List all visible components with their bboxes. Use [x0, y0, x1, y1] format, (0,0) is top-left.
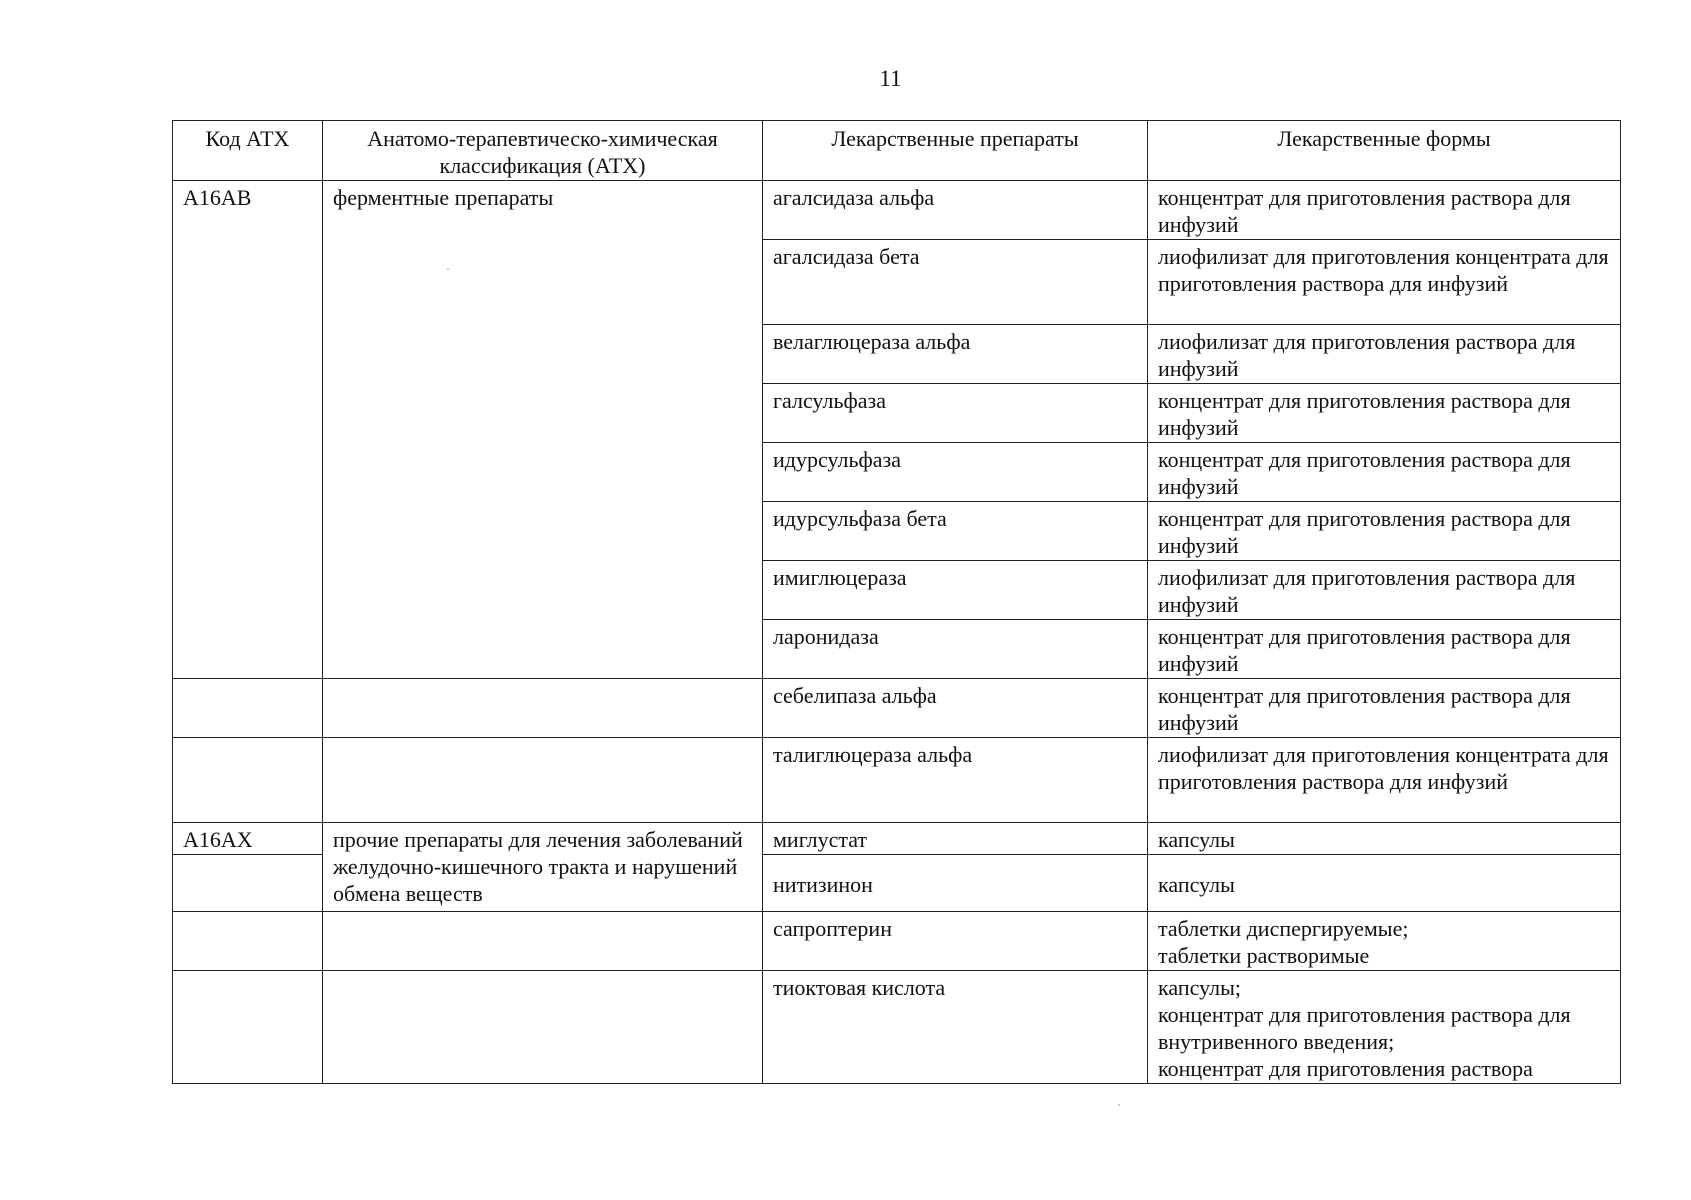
atx-code-a16ab: A16AB [173, 181, 323, 679]
table-row [173, 181, 1621, 240]
drug-name: галсульфаза [763, 384, 1148, 443]
drug-name: себелипаза альфа [763, 679, 1148, 738]
drug-name: тиоктовая кислота [763, 971, 1148, 1084]
drug-form: концентрат для приготовления раствора для инфузий [1148, 181, 1621, 240]
drug-form: концентрат для приготовления раствора для инфузий [1148, 384, 1621, 443]
form-line: таблетки растворимые [1158, 943, 1370, 968]
table-header-row [173, 121, 1621, 181]
drug-form [1148, 971, 1621, 1084]
drug-form: лиофилизат для приготовления концентрата для приготовления раствора для инфузий [1148, 240, 1621, 325]
drug-form: капсулы [1148, 823, 1621, 855]
drug-form: концентрат для приготовления раствора для инфузий [1148, 679, 1621, 738]
atx-class-a16ax: прочие препараты для лечения заболеваний желудочно-кишечного тракта и нарушений обмена веществ [323, 823, 763, 912]
drug-name: агалсидаза бета [763, 240, 1148, 325]
form-line: капсулы; [1158, 975, 1241, 1000]
scan-speck [447, 268, 449, 270]
drug-form: концентрат для приготовления раствора для инфузий [1148, 502, 1621, 561]
drug-form: лиофилизат для приготовления раствора для инфузий [1148, 561, 1621, 620]
scan-speck [1118, 1104, 1120, 1106]
table-row [173, 823, 1621, 855]
table-row [173, 679, 1621, 738]
header-drugs: Лекарственные препараты [763, 121, 1148, 181]
drug-name: имиглюцераза [763, 561, 1148, 620]
drug-form: концентрат для приготовления раствора для инфузий [1148, 443, 1621, 502]
drug-name: идурсульфаза [763, 443, 1148, 502]
empty-code-cell [173, 912, 323, 971]
empty-code-cell [173, 855, 323, 912]
empty-code-cell [173, 679, 323, 738]
drug-name: миглустат [763, 823, 1148, 855]
empty-class-cell [323, 912, 763, 971]
drug-name: ларонидаза [763, 620, 1148, 679]
atx-class-a16ab: ферментные препараты [323, 181, 763, 679]
empty-code-cell [173, 738, 323, 823]
drug-form: лиофилизат для приготовления концентрата для приготовления раствора для инфузий [1148, 738, 1621, 823]
empty-class-cell [323, 679, 763, 738]
form-line: таблетки диспергируемые; [1158, 916, 1409, 941]
header-forms: Лекарственные формы [1148, 121, 1621, 181]
drug-form: лиофилизат для приготовления раствора для инфузий [1148, 325, 1621, 384]
drug-name: нитизинон [763, 855, 1148, 912]
drug-form: концентрат для приготовления раствора для инфузий [1148, 620, 1621, 679]
empty-code-cell [173, 971, 323, 1084]
page-number: 11 [879, 66, 902, 91]
empty-class-cell [323, 971, 763, 1084]
drug-name: велаглюцераза альфа [763, 325, 1148, 384]
form-line: концентрат для приготовления раствора [1158, 1056, 1533, 1081]
form-line: концентрат для приготовления раствора для внутривенного введения; [1158, 1002, 1571, 1054]
atx-code-a16ax: A16AX [173, 823, 323, 855]
drug-name: талиглюцераза альфа [763, 738, 1148, 823]
drug-form: капсулы [1148, 855, 1621, 912]
atx-drug-table [172, 120, 1621, 1084]
table-row [173, 738, 1621, 823]
table-row [173, 912, 1621, 971]
header-code: Код АТХ [173, 121, 323, 181]
header-classification: Анатомо-терапевтическо-химическая классификация (АТХ) [323, 121, 763, 181]
drug-form [1148, 912, 1621, 971]
drug-name: сапроптерин [763, 912, 1148, 971]
drug-name: агалсидаза альфа [763, 181, 1148, 240]
table-row [173, 971, 1621, 1084]
empty-class-cell [323, 738, 763, 823]
drug-name: идурсульфаза бета [763, 502, 1148, 561]
